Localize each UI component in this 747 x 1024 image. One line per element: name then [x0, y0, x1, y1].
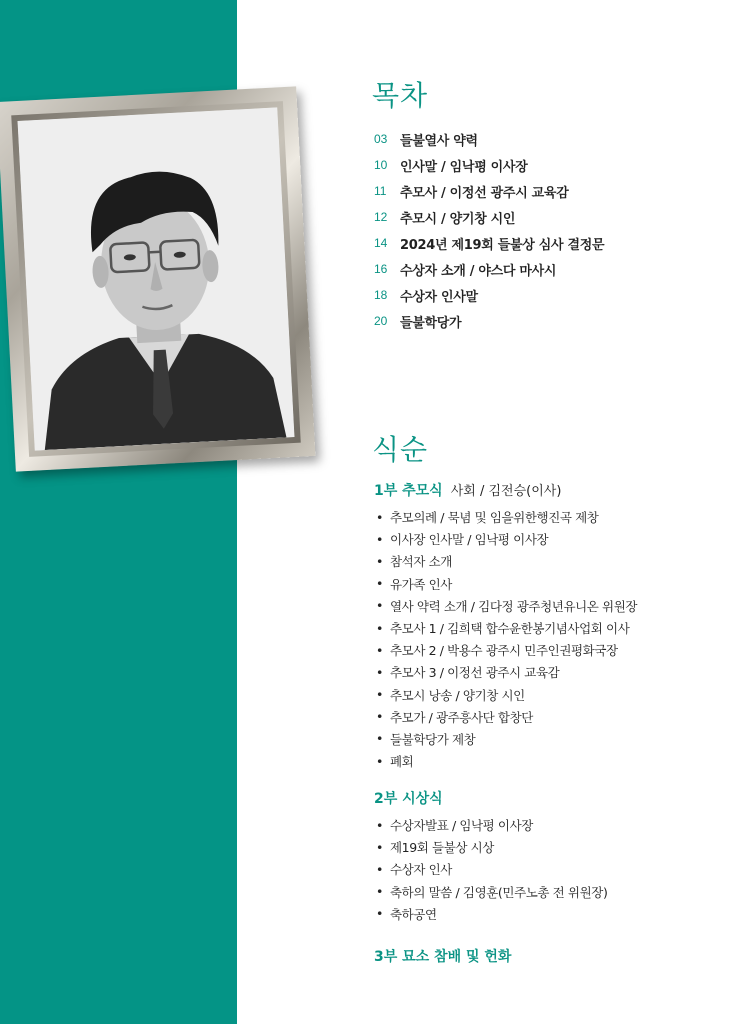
toc-item[interactable] — [374, 256, 604, 282]
toc-page: 12 — [374, 210, 388, 224]
portrait-frame — [0, 84, 320, 479]
list-item: • 제19회 들불상 시상 — [376, 839, 494, 856]
toc-item[interactable] — [374, 126, 604, 152]
portrait-photo — [18, 107, 295, 450]
picture-frame — [0, 86, 315, 471]
toc-title: 인사말 / 임낙평 이사장 — [400, 159, 528, 175]
list-item: • 추모사 3 / 이정선 광주시 교육감 — [376, 664, 560, 681]
bullet: • — [376, 642, 383, 658]
list-item: • 추모가 / 광주흥사단 합창단 — [376, 709, 533, 725]
toc-item[interactable] — [374, 230, 604, 256]
list-item: • 추모사 2 / 박용수 광주시 민주인권평화국장 — [376, 642, 618, 659]
bullet: • — [376, 620, 383, 636]
list-item: • 들불학당가 제창 — [376, 731, 476, 747]
part1-list — [376, 506, 637, 772]
toc-title: 2024년 제19회 들불상 심사 결정문 — [400, 237, 605, 253]
bullet: • — [376, 817, 383, 833]
bullet: • — [376, 598, 383, 614]
toc-page: 16 — [374, 262, 388, 276]
list-item: • 축하공연 — [376, 906, 437, 922]
portrait-illustration — [18, 107, 295, 450]
toc-page: 18 — [374, 288, 388, 302]
toc-item[interactable] — [374, 282, 604, 308]
part3-title — [374, 946, 511, 966]
list-item: • 폐회 — [376, 753, 414, 770]
toc-title: 수상자 인사말 — [400, 289, 478, 305]
toc-page: 03 — [374, 132, 388, 146]
picture-frame-inner — [11, 101, 301, 457]
list-item: • 이사장 인사말 / 임낙평 이사장 — [376, 531, 549, 548]
toc-page: 14 — [374, 236, 388, 250]
bullet: • — [376, 861, 383, 877]
part3-title-text: 3부 묘소 참배 및 헌화 — [374, 949, 512, 965]
list-item: • 추모사 1 / 김희택 합수윤한봉기념사업회 이사 — [376, 620, 630, 637]
list-item: • 추모시 낭송 / 양기창 시인 — [376, 687, 525, 703]
toc-list — [374, 126, 604, 334]
part2-title-text: 2부 시상식 — [374, 791, 443, 807]
part2-list — [376, 814, 607, 925]
bullet: • — [376, 664, 383, 680]
bullet: • — [376, 531, 383, 547]
part1-title-text: 1부 추모식 — [374, 483, 443, 499]
program-heading: 식순 — [372, 433, 429, 466]
list-item: • 수상자발표 / 임낙평 이사장 — [376, 817, 533, 834]
list-item: • 열사 약력 소개 / 김다정 광주청년유니온 위원장 — [376, 598, 638, 614]
list-item: • 수상자 인사 — [376, 861, 452, 878]
bullet: • — [376, 553, 383, 569]
bullet: • — [376, 687, 383, 703]
bullet: • — [376, 576, 383, 592]
toc-title: 추모시 / 양기창 시인 — [400, 211, 516, 227]
bullet: • — [376, 839, 383, 855]
bullet: • — [376, 731, 383, 747]
toc-item[interactable] — [374, 152, 604, 178]
bullet: • — [376, 753, 383, 769]
toc-item[interactable] — [374, 308, 604, 334]
toc-title: 들불학당가 — [400, 315, 462, 331]
toc-item[interactable] — [374, 178, 604, 204]
bullet: • — [376, 884, 383, 900]
part1-title — [374, 480, 561, 500]
list-item: • 참석자 소개 — [376, 553, 452, 570]
toc-title: 들불열사 약력 — [400, 133, 478, 149]
bullet: • — [376, 906, 383, 922]
part1-host-note: 사회 / 김전승(이사) — [450, 484, 562, 499]
toc-title: 추모사 / 이정선 광주시 교육감 — [400, 185, 569, 201]
bullet: • — [376, 509, 383, 525]
part2-title — [374, 788, 443, 808]
toc-item[interactable] — [374, 204, 604, 230]
toc-title: 수상자 소개 / 야스다 마사시 — [400, 263, 557, 279]
toc-page: 20 — [374, 314, 388, 328]
toc-page: 10 — [374, 158, 388, 172]
bullet: • — [376, 709, 383, 725]
list-item: • 추모의례 / 묵념 및 임을위한행진곡 제창 — [376, 509, 599, 526]
list-item: • 축하의 말씀 / 김영훈(민주노총 전 위원장) — [376, 884, 608, 900]
toc-page: 11 — [374, 184, 387, 198]
toc-heading: 목차 — [372, 79, 429, 112]
list-item: • 유가족 인사 — [376, 576, 452, 592]
